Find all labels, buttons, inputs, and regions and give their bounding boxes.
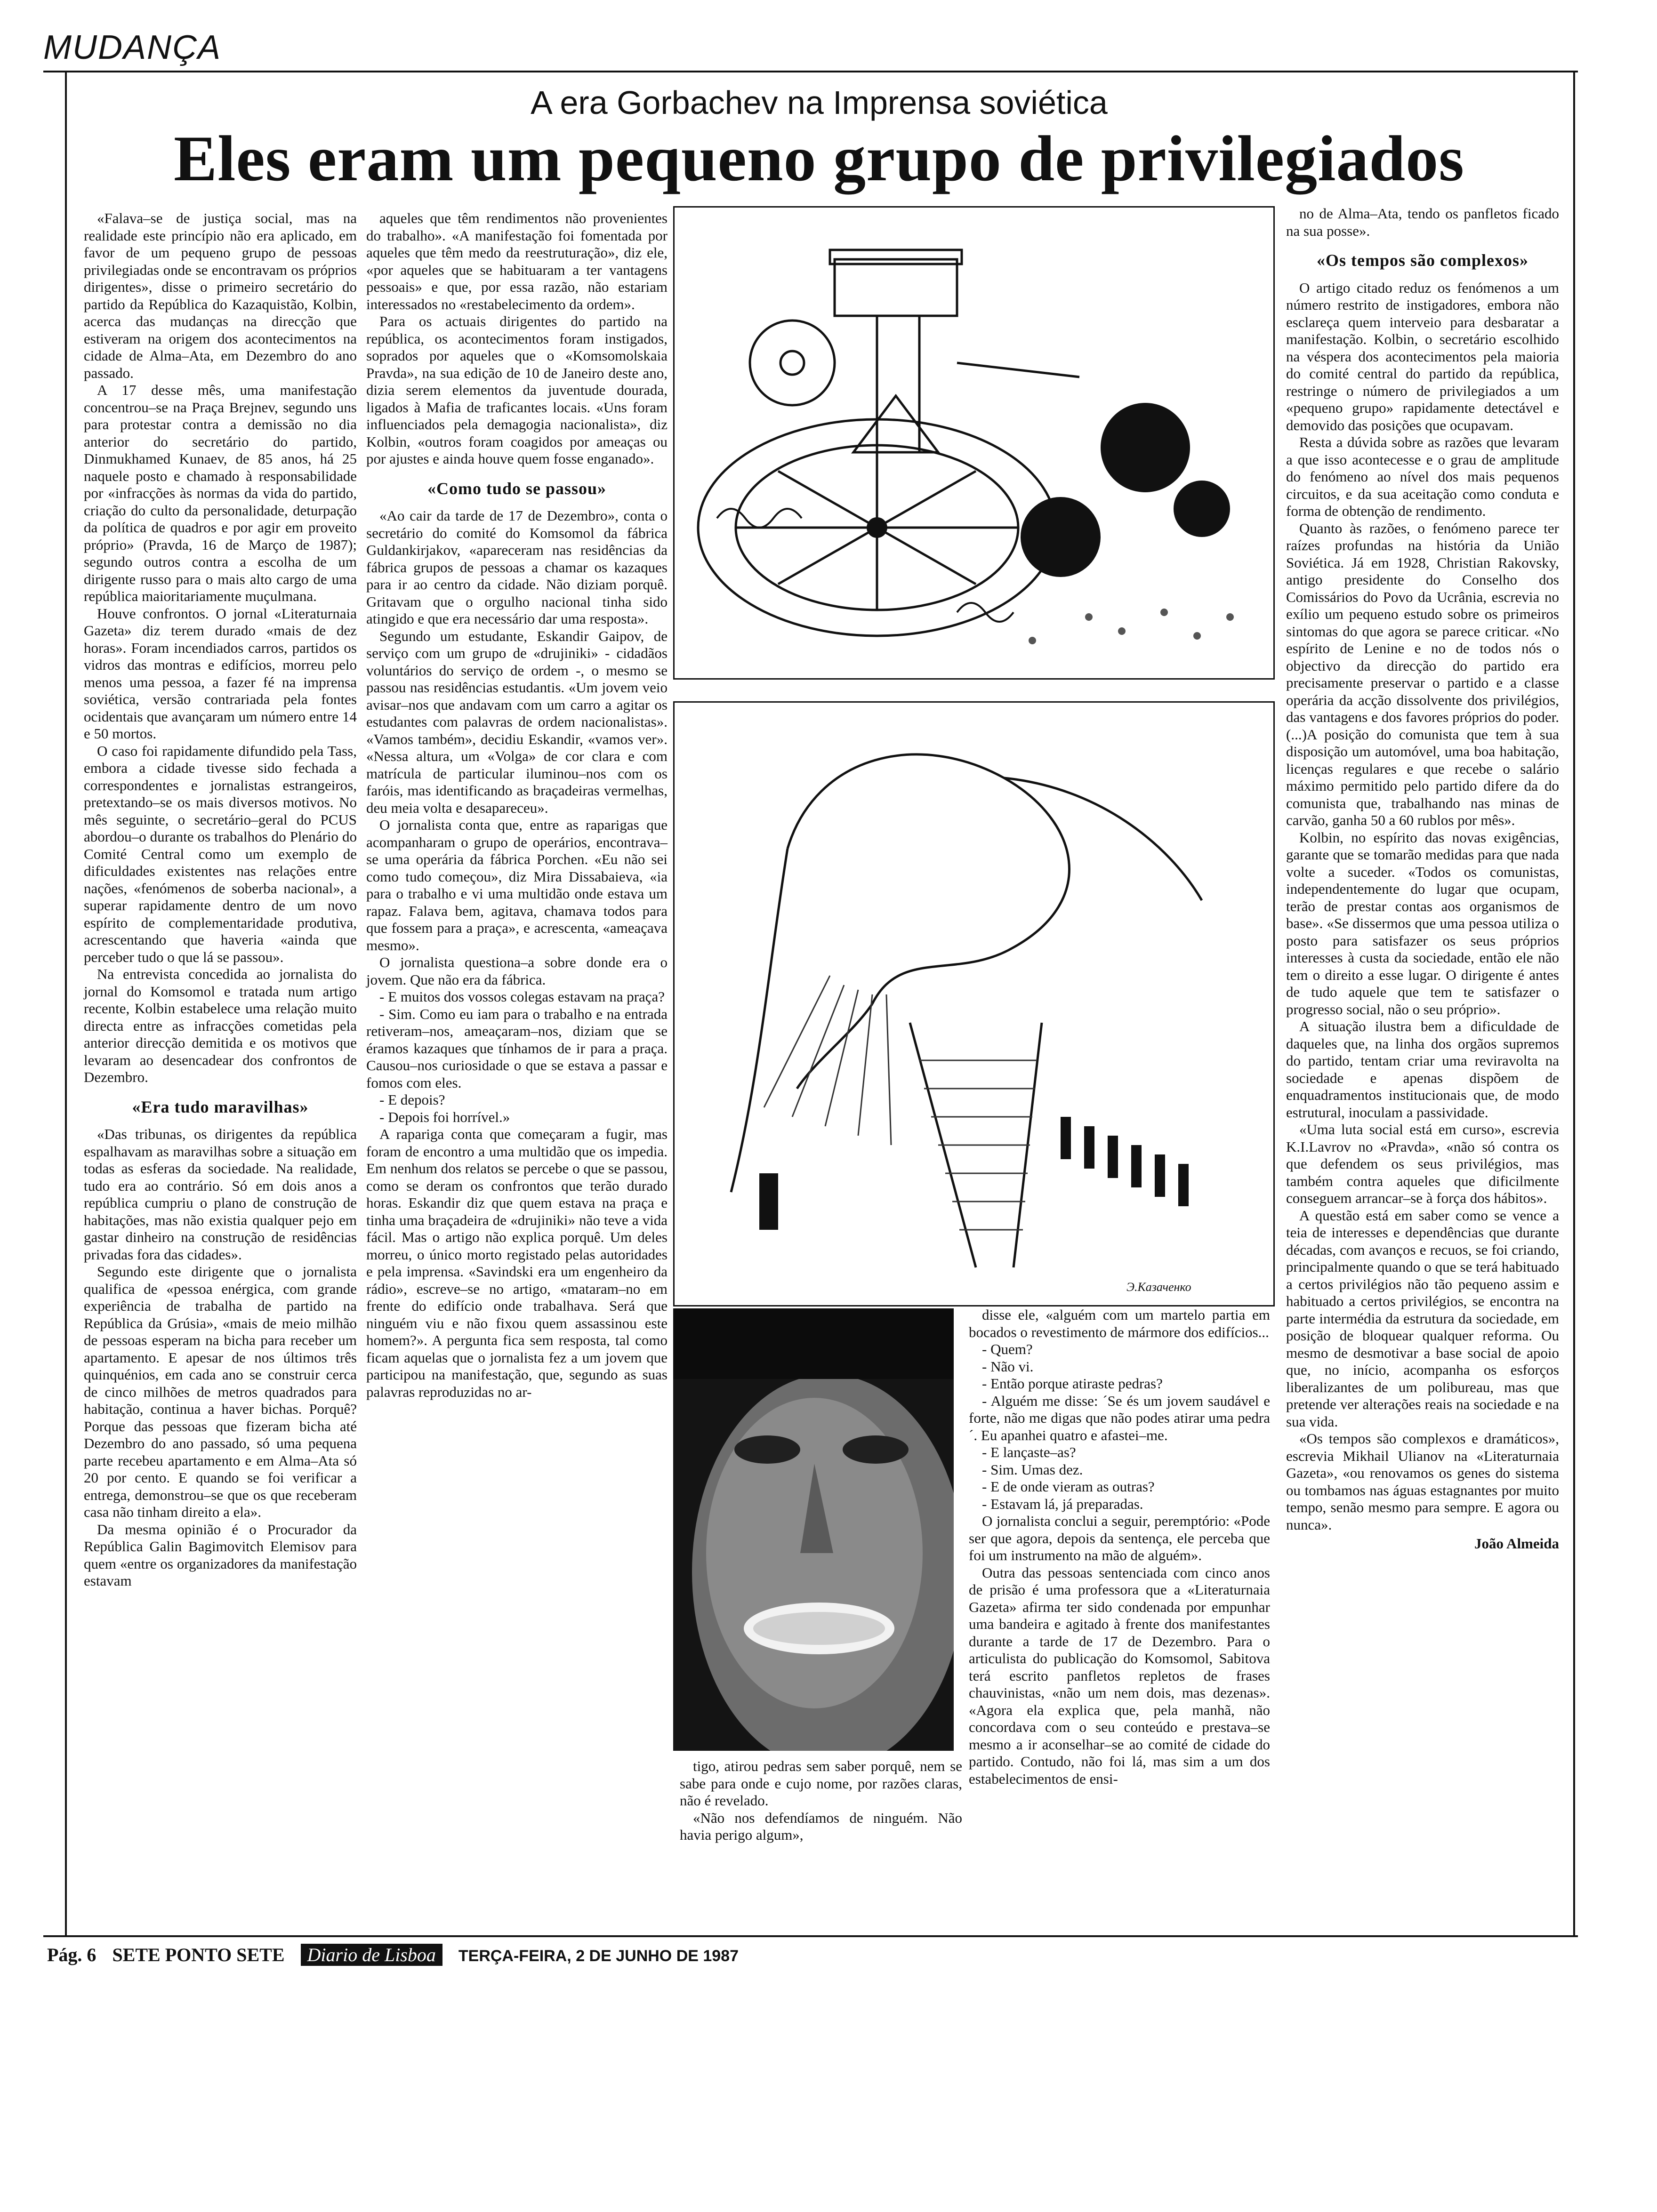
paragraph: O jornalista conclui a seguir, peremptório: «Pode ser que agora, depois da sentença, ele perceba que foi um instrumento na mão de alguém». (969, 1513, 1270, 1563)
portrait-photo-image (673, 1308, 954, 1751)
paragraph: O caso foi rapidamente difundido pela Tass, embora a cidade tivesse sido fechada a correspondentes e jornalistas estrangeiros, pretextando–se os mais diversos motivos. No mês seguinte, o secretário–geral do PCUS abordou–o durante os trabalhos do Plenário do Comité Central como um exemplo de dificuldades existentes nas relações entre nações, «fenómenos de soberba nacional», a superar rapidamente dentro de um novo espírito de complementaridade produtiva, acrescentando que haveria «ainda que perceber tudo o que lá se passou». (84, 742, 357, 965)
subhead: «Como tudo se passou» (427, 479, 607, 498)
paragraph: Na entrevista concedida ao jornalista do jornal do Komsomol e tratada num artigo recente, Kolbin estabelece uma relação muito directa entre as infracções cometidas pela anterior direcção demitida e os motivos que levaram ao desencadear dos confrontos de Dezembro. (84, 966, 357, 1085)
veiled-monument-drawing (675, 703, 1273, 1305)
column-4 (1286, 205, 1559, 1553)
paragraph: - Estavam lá, já preparadas. (982, 1495, 1143, 1512)
paragraph: «Ao cair da tarde de 17 de Dezembro», conta o secretário do comité do Komsomol da fábrica Guldankirjakov, «apareceram nas residências da fábrica grupos de pessoas a chamar os kazaques para ir ao centro da cidade. Não diziam porquê. Gritavam que o orgulho nacional tinha sido atingido e que era necessário dar uma resposta». (366, 507, 668, 627)
paragraph: «Das tribunas, os dirigentes da república espalhavam as maravilhas sobre a situação em todas as esferas da sociedade. Na realidade, tudo era ao contrário. Só em dois anos a república cumpriu o plano de construção de habitações, mas não existia qualquer pejo em gastar dinheiro na construção de residências privadas fora das cidades». (84, 1126, 357, 1263)
gear-machine-illustration (673, 206, 1275, 680)
paragraph: Segundo um estudante, Eskandir Gaipov, de serviço com um grupo de «drujiniki» - cidadãos voluntários do serviço de ordem -, o mesmo se passou nas residências estudantis. «Um jovem veio avisar–nos que andavam com um carro a agitar os estudantes com palavras de ordem nacionalistas». «Vamos também», decidiu Eskandir, «vamos ver». «Nessa altura, um «Volga» de cor clara e com matrícula de particular iluminou–nos com os faróis, mas identificando as braçadeiras vermelhas, deu meia volta e desapareceu». (366, 627, 668, 816)
paragraph: Kolbin, no espírito das novas exigências, garante que se tomarão medidas para que nada volte a suceder. «Todos os comunistas, independentemente do lugar que ocupam, terão de prestar contas aos organismos de base». «Se dissermos que uma pessoa utiliza o posto para satisfazer os seus próprios interesses à custa da sociedade, então ele não tem o direito a esse lugar. O dirigente é antes de tudo aquele que tem te satisfazer o progresso social, não o seu próprio». (1286, 829, 1559, 1018)
paragraph: disse ele, «alguém com um martelo partia em bocados o revestimento de mármore dos edifícios... (969, 1306, 1270, 1340)
paragraph: tigo, atirou pedras sem saber porquê, nem se sabe para onde e cujo nome, por razões claras, não é revelado. (680, 1758, 962, 1809)
paragraph: - Depois foi horrível.» (379, 1108, 510, 1125)
page-footer (47, 1944, 750, 1966)
column-3-lower-right (969, 1306, 1270, 1787)
paragraph: Houve confrontos. O jornal «Literaturnaia Gazeta» diz terem durado «mais de dez horas». Foram incendiados carros, partidos os vidros das montras e edifícios, morreu pelo menos uma pessoa, a fazer fé na imprensa soviética, versão contrariada pela fontes ocidentais que avançaram um número entre 14 e 50 mortos. (84, 605, 357, 742)
paragraph: - Então porque atiraste pedras? (982, 1375, 1163, 1392)
column-2 (366, 210, 668, 1401)
paragraph: O jornalista conta que, entre as raparigas que acompanharam o grupo de operários, encontrava–se uma operária da fábrica Porchen. «Eu não sei como tudo começou», diz Mira Dissabaieva, «ia para o trabalho e vi uma multidão onde estava um rapaz. Falava bem, agitava, chamava todos para que fossem para a praça», e acrescenta, «ameaçava mesmo». (366, 817, 668, 954)
paragraph: O artigo citado reduz os fenómenos a um número restrito de instigadores, embora não esclareça quem interveio para desbaratar a manifestação. Kolbin, o secretário escolhido na véspera dos acontecimentos pela maioria do comité central do partido da república, restringe o número de privilegiados a um «pequeno grupo» rapidamente detectável e demovido das posições que ocupavam. (1286, 279, 1559, 433)
paragraph: «Os tempos são complexos e dramáticos», escrevia Mikhail Ulianov na «Literaturnaia Gazeta», «ou renovamos os genes do sistema ou tombamos nas águas estagnantes por muito tempo, senão mesmo para sempre. E agora ou nunca». (1286, 1430, 1559, 1533)
paragraph: A situação ilustra bem a dificuldade de daqueles que, na linha dos orgãos supremos do partido, tentam criar uma reviravolta na sociedade e apenas dispõem de enquadramentos institucionais que, de modo estrutural, inoculam a passividade. (1286, 1018, 1559, 1121)
paragraph: A 17 desse mês, uma manifestação concentrou–se na Praça Brejnev, segundo uns para protestar contra a demissão no dia anterior do secretário do partido, Dinmukhamed Kunaev, de 85 anos, há 25 naquele posto e chamado à responsabilidade por «infracções às normas da vida do partido, criação do culto da personalidade, deturpação da política de quadros e por agir em proveito próprio» (Pravda, 16 de Março de 1987); segundo outros contra a escolha de um dirigente russo para o mais alto cargo de uma república maioritariamente muçulmana. (84, 382, 357, 604)
column-3-lower-left (680, 1758, 962, 1844)
newspaper-masthead: Diario de Lisboa (301, 1944, 442, 1966)
paragraph: - Sim. Umas dez. (982, 1461, 1083, 1478)
illustration-signature: Э.Казаченко (1126, 1280, 1191, 1294)
paragraph: Quanto às razões, o fenómeno parece ter raízes profundas na história da União Soviética. Já em 1928, Christian Rakovsky, antigo presidente do Conselho dos Comissários do Povo da Ucrânia, escrevia no exílio um pequeno estudo sobre os primeiros sintomas do que agora se parece criticar. «No espírito de Lenine e no de todos nós o objectivo da direcção do partido era precisamente preservar o partido e a classe operária da acção dissolvente dos privilégios, das vantagens e dos favores próprios do poder. (...)A posição do comunista que tem à sua disposição um automóvel, uma boa habitação, licenças regulares e que recebe o salário máximo permitido pelo partido difere da do comunista que, trabalhando nas minas de carvão, ganha 50 a 60 rublos por mês». (1286, 520, 1559, 828)
paragraph: - E lançaste–as? (982, 1444, 1076, 1460)
paragraph: O jornalista questiona–a sobre donde era o jovem. Que não era da fábrica. (366, 954, 668, 988)
paragraph: Da mesma opinião é o Procurador da República Galin Bagimovitch Elemisov para quem «entre os organizadores da manifestação estavam (84, 1521, 357, 1589)
paragraph: - E depois? (379, 1091, 445, 1108)
paragraph: aqueles que têm rendimentos não provenientes do trabalho». «A manifestação foi fomentada por aqueles que têm medo da reestruturação», diz ele, «por aqueles que se habituaram a ter vantagens pessoais» e que, por essa razão, não estariam interessados no «restabelecimento da ordem». (366, 210, 668, 313)
paragraph: - E muitos dos vossos colegas estavam na praça? (379, 988, 665, 1005)
paragraph: Outra das pessoas sentenciada com cinco anos de prisão é uma professora que a «Literaturnaia Gazeta» afirma ter sido condenada por empunhar uma bandeira e agitado à frente dos manifestantes durante a tarde de 17 de Dezembro. Para o articulista do publicação do Komsomol, Sabitova terá escrito panfletos repletos de frases chauvinistas, «não um nem dois, mas dezenas». «Agora ela explica que, pela manhã, não concordava com o seu conteúdo e prestava–se mesmo a ir aconselhar–se ao comité de cidade do partido. Contudo, não foi lá, mas sim a um dos estabelecimentos de ensi- (969, 1564, 1270, 1787)
paragraph: «Não nos defendíamos de ninguém. Não havia perigo algum», (680, 1809, 962, 1843)
paragraph: «Uma luta social está em curso», escrevia K.I.Lavrov no «Pravda», «não só contra os que defendem os seus privilégios, mas também contra aqueles que dificilmente conseguem arrancar–se à força dos hábitos». (1286, 1121, 1559, 1206)
paragraph: «Falava–se de justiça social, mas na realidade este princípio não era aplicado, em favor de um pequeno grupo de pessoas privilegiadas onde se encontravam os próprios dirigentes», disse o primeiro secretário do partido da República do Kazaquistão, Kolbin, acerca das mudanças na direcção que estiveram na origem dos acontecimentos na cidade de Alma–Ata, em Dezembro do ano passado. (84, 210, 357, 381)
paragraph: A rapariga conta que começaram a fugir, mas foram de encontro a uma multidão que os impedia. Em nenhum dos relatos se percebe o que se passou, como se deram os confrontos que terão durado horas. Eskandir diz que quem estava na praça e tinha uma braçadeira de «drujiniki» não teve a vida fácil. Mas o artigo não explica porquê. Um deles morreu, o único morto registado pelas autoridades e pela imprensa. «Savindski era um engenheiro da rádio», escreve–se no artigo, «mataram–no em frente do edifício onde trabalhava. Será que ninguém viu e não fixou quem assassinou este homem?». A pergunta fica sem resposta, tal como ficam aquelas que o jornalista fez a um jovem que participou na manifestação, que, segundo as suas palavras reproduzidas no ar- (366, 1126, 668, 1400)
column-1 (84, 210, 357, 1590)
paragraph: - E de onde vieram as outras? (982, 1478, 1155, 1495)
paragraph: Para os actuais dirigentes do partido na república, os acontecimentos foram instigados, soprados por aqueles que o «Komsomolskaia Pravda», na sua edição de 10 de Janeiro deste ano, dizia serem elementos da juventude dourada, ligados à Mafia de traficantes locais. «Uns foram influenciados pela demagogia nacionalista», diz Kolbin, «outros foram coagidos por ameaças ou por ajustes e ainda houve quem fosse enganado». (366, 313, 668, 467)
section-label: MUDANÇA (43, 29, 222, 66)
subhead: «Os tempos são complexos» (1317, 251, 1528, 270)
subhead: «Era tudo maravilhas» (132, 1097, 309, 1116)
portrait-photo (673, 1308, 954, 1751)
paragraph: - Não vi. (982, 1358, 1034, 1375)
footer-rule (43, 1935, 1578, 1937)
kicker: A era Gorbachev na Imprensa soviética (531, 84, 1108, 121)
page-number: Pág. 6 (47, 1944, 97, 1965)
paragraph: Resta a dúvida sobre as razões que levaram a que isso acontecesse e o grau de amplitude do fenómeno ao nível dos mais pequenos circuitos, e da sua aceitação como conduta e forma de obtenção de rendimento. (1286, 434, 1559, 519)
paragraph: - Quem? (982, 1341, 1033, 1357)
headline: Eles eram um pequeno grupo de privilegiados (174, 122, 1464, 194)
paragraph: Segundo este dirigente que o jornalista qualifica de «pessoa enérgica, com grande experiência de trabalha de partido na República da Grúsia», «mais de meio milhão de pessoas esperam na bicha para receber um apartamento. E apesar de nos últimos três quinquénios, em cada ano se construir cerca de cinco milhões de metros quadrados para habitação, continua a haver bichas. Porquê? Porque das pessoas que fizeram bicha até Dezembro do ano passado, só uma pequena parte recebeu apartamento e em Alma–Ata só 20 por cento. E quando se foi verificar a entrega, demonstrou–se que os que receberam casa não tinham direito a ela». (84, 1263, 357, 1520)
paragraph: A questão está em saber como se vence a teia de interesses e dependências que durante décadas, com avanços e recuos, se foi criando, principalmente quando o que se terá habituado a certos privilégios não tão pequeno assim e habituado a certos privilégios, se encontra na parte intermédia da estrutura da sociedade, em posição de bloquear qualquer reforma. Ou mesmo de desmotivar a base social de apoio que, no início, acompanha os esforços liberalizantes de um polibureau, mas que pretende ver alterações reais na sociedade e na sua vida. (1286, 1207, 1559, 1430)
paragraph: no de Alma–Ata, tendo os panfletos ficado na sua posse». (1286, 205, 1559, 239)
paragraph: - Sim. Como eu iam para o trabalho e na entrada retiveram–nos, ameaçaram–nos, diziam que se éramos kazaques que tínhamos de ir para a praça. Causou–nos curiosidade o que se estava a passar e fomos com eles. (366, 1005, 668, 1091)
veiled-monument-illustration (673, 701, 1275, 1306)
supplement-name: SETE PONTO SETE (112, 1944, 285, 1965)
paragraph: - Alguém me disse: ´Se és um jovem saudável e forte, não me digas que não podes atirar uma pedra´. Eu apanhei quatro e afastei–me. (969, 1392, 1270, 1443)
gear-machine-drawing (675, 208, 1273, 678)
issue-date: TERÇA-FEIRA, 2 DE JUNHO DE 1987 (458, 1947, 739, 1965)
author-signature: João Almeida (1474, 1535, 1559, 1552)
